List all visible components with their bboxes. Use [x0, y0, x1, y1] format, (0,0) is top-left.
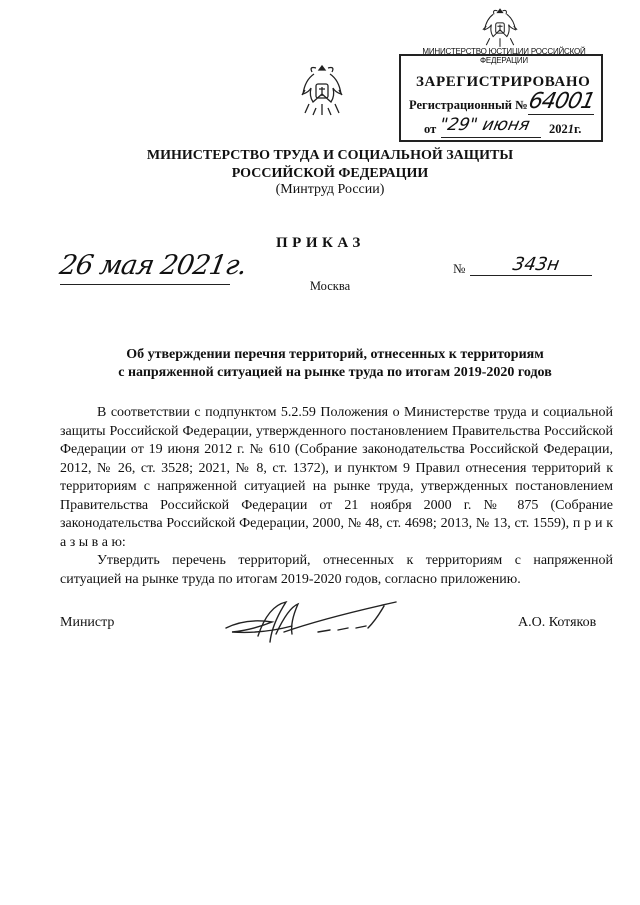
- stamp-registered-label: ЗАРЕГИСТРИРОВАНО: [416, 74, 591, 90]
- coat-of-arms-icon: [300, 62, 344, 118]
- stamp-date-handwritten: "29" июня: [437, 115, 532, 135]
- stamp-coat-of-arms-icon: [478, 4, 522, 52]
- signer-name: А.О. Котяков: [518, 615, 597, 630]
- order-date-handwritten: 26 мая 2021г.: [57, 250, 249, 281]
- ministry-short-name: (Минтруд России): [275, 182, 385, 197]
- stamp-date-prefix: от: [424, 122, 437, 136]
- order-city: Москва: [309, 279, 351, 293]
- order-number-underline: [470, 275, 592, 276]
- body-paragraph-2: Утвердить перечень территорий, отнесенных к территориям с напряженной ситуацией на рынке труда по итогам 2019-2020 годов, согласно приложению.: [60, 553, 613, 587]
- handwritten-signature: [218, 598, 400, 648]
- order-number-sign: №: [453, 261, 466, 276]
- stamp-date-underline: [441, 137, 541, 138]
- order-date-underline: [60, 284, 230, 285]
- stamp-registration-label: Регистрационный №: [409, 98, 528, 112]
- stamp-ministry-name: МИНИСТЕРСТВО ЮСТИЦИИ РОССИЙСКОЙ ФЕДЕРАЦИИ: [422, 47, 586, 65]
- order-body: [60, 404, 613, 589]
- order-number-handwritten: 343н: [511, 254, 561, 275]
- ministry-title: МИНИСТЕРСТВО ТРУДА И СОЦИАЛЬНОЙ ЗАЩИТЫ РОССИЙСКОЙ ФЕДЕРАЦИИ: [146, 148, 514, 181]
- stamp-number-underline: [528, 114, 594, 115]
- order-subject: Об утверждении перечня территорий, отнесенных к территориям с напряженной ситуацией на рынке труда по итогам 2019-2020 годов: [118, 347, 552, 380]
- stamp-year: 2021г.: [549, 122, 582, 136]
- order-title: ПРИКАЗ: [276, 235, 365, 251]
- stamp-registration-number: 64001: [526, 89, 597, 114]
- body-paragraph-1: В соответствии с подпунктом 5.2.59 Положения о Министерстве труда и социальной защиты Российской Федерации, утвержденного постановлением Правительства Российской Федерации от 19 июня 2012 г. № 610 (Собрание законодательства Российской Федерации, 2012, № 26, ст. 3528; 2021, № 8, ст. 1372), и пунктом 9 Правил отнесения территорий к территориям с напряженной ситуацией на рынке труда, утвержденных постановлением Правительства Российской Федерации от 21 ноября 2000 г. № 875 (Собрание законодательства Российской Федерации, 2000, № 48, ст. 4698; 2013, № 13, ст. 1559), п р и к а з ы в а ю:: [60, 405, 613, 550]
- signer-title: Министр: [60, 615, 115, 630]
